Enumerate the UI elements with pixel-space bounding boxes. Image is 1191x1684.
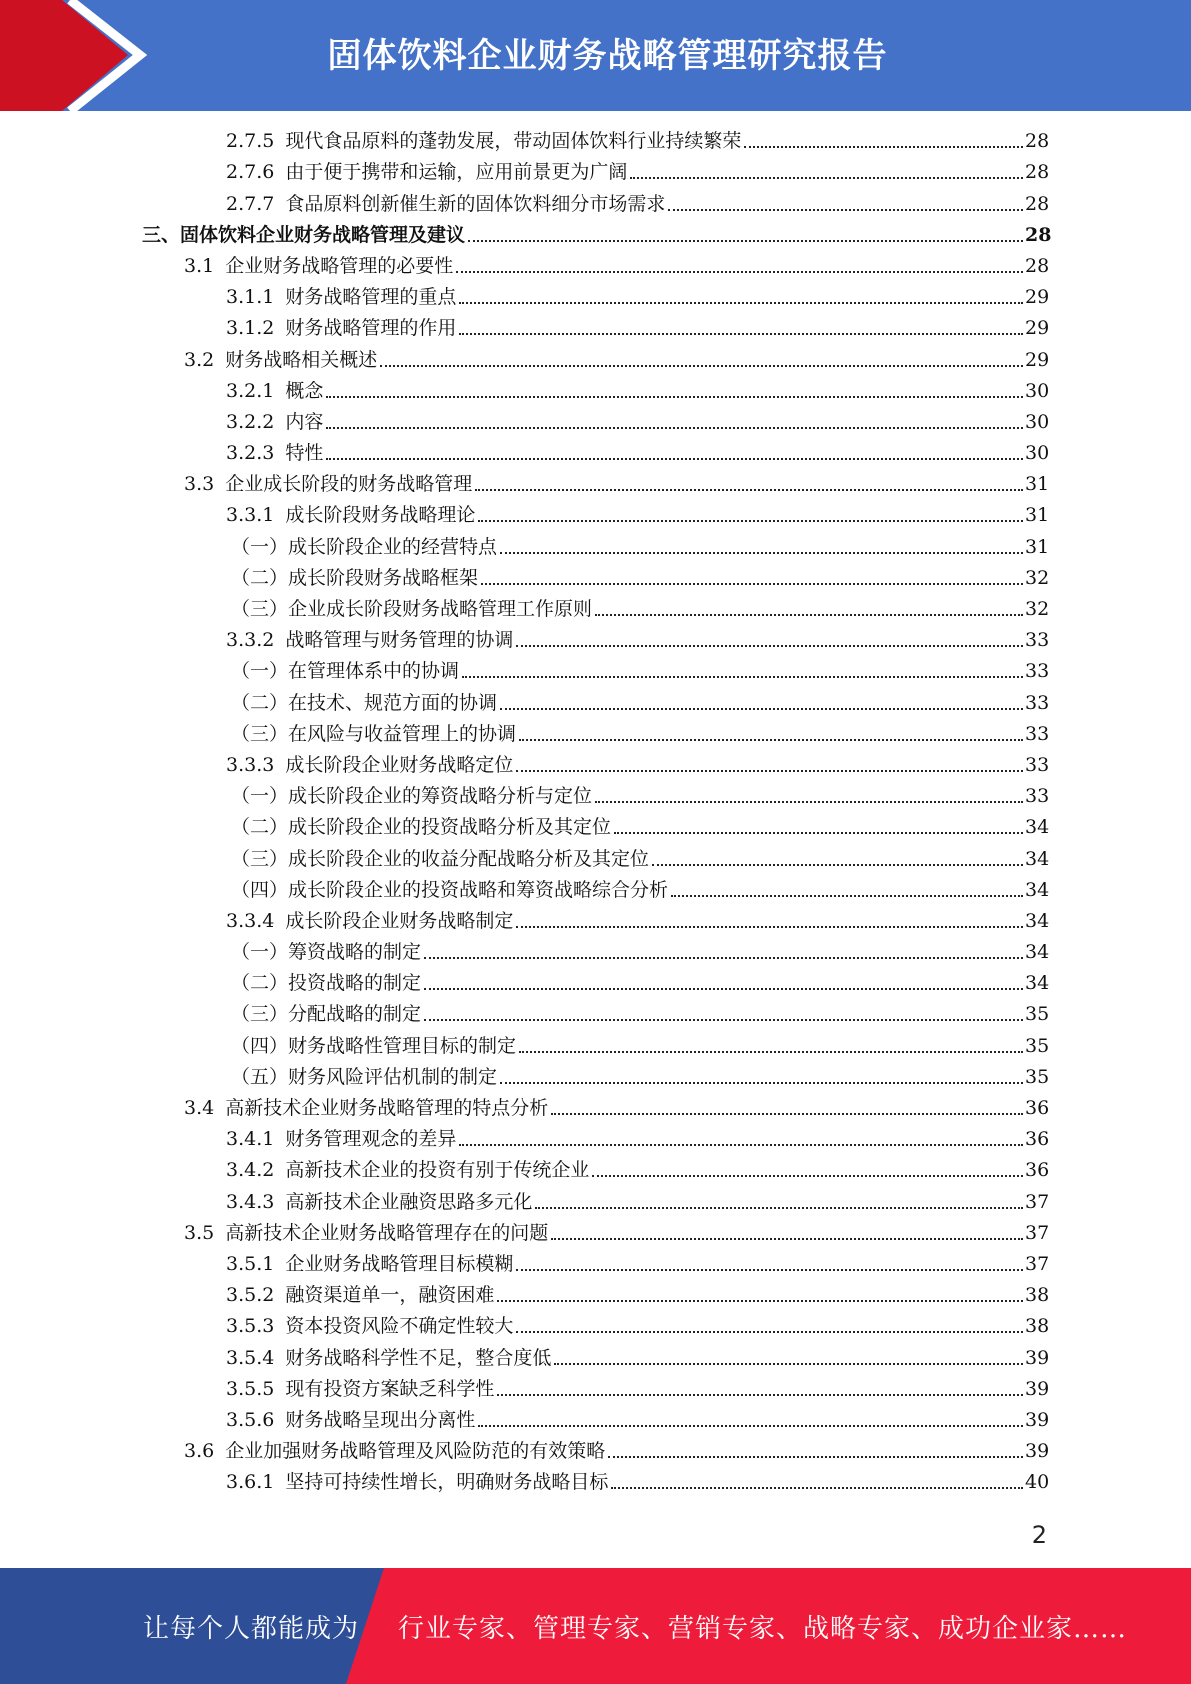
toc-dot-leader	[516, 645, 1023, 647]
toc-page-number: 28	[1025, 223, 1052, 246]
toc-entry[interactable]	[0, 564, 1191, 595]
toc-dot-leader	[516, 1331, 1023, 1333]
toc-section-title: 概念	[285, 379, 324, 402]
toc-section-number: 3.2.1	[226, 379, 275, 402]
toc-dot-leader	[481, 583, 1023, 585]
toc-entry[interactable]	[0, 688, 1191, 719]
toc-dot-leader	[516, 770, 1023, 772]
toc-entry[interactable]	[0, 1406, 1191, 1437]
toc-entry-label	[226, 1159, 589, 1181]
toc-page-number: 34	[1025, 847, 1050, 870]
toc-section-title: （三）在风险与收益管理上的协调	[231, 722, 517, 745]
toc-section-number: 2.7.5	[226, 130, 275, 153]
toc-page-number: 35	[1025, 1034, 1050, 1057]
page-header	[0, 0, 1191, 111]
toc-page-number: 33	[1025, 785, 1050, 808]
toc-section-title: （一）筹资战略的制定	[231, 941, 422, 964]
toc-page-number: 34	[1025, 972, 1050, 995]
toc-entry-label	[226, 1378, 494, 1400]
toc-page-number: 37	[1025, 1221, 1050, 1244]
toc-entry-label	[231, 536, 497, 558]
toc-dot-leader	[456, 271, 1023, 273]
toc-entry-label	[184, 1097, 548, 1119]
toc-section-title: 企业加强财务战略管理及风险防范的有效策略	[225, 1440, 606, 1463]
toc-section-number: 3.4.1	[226, 1128, 275, 1151]
toc-section-number: 3.3.3	[226, 753, 275, 776]
toc-entry[interactable]	[0, 501, 1191, 532]
toc-entry-label	[226, 504, 475, 526]
toc-dot-leader	[478, 1425, 1023, 1427]
toc-entry-label	[184, 255, 453, 277]
toc-dot-leader	[478, 520, 1023, 522]
toc-dot-leader	[424, 957, 1023, 959]
toc-section-title: 财务战略相关概述	[225, 348, 378, 371]
toc-section-title: 成长阶段企业财务战略制定	[285, 909, 514, 932]
toc-page-number: 33	[1025, 629, 1050, 652]
toc-section-title: 融资渠道单一，融资困难	[285, 1284, 495, 1307]
toc-dot-leader	[497, 1300, 1023, 1302]
toc-page-number: 33	[1025, 722, 1050, 745]
toc-page-number: 39	[1025, 1408, 1050, 1431]
toc-dot-leader	[551, 1113, 1023, 1115]
toc-page-number: 38	[1025, 1315, 1050, 1338]
toc-section-title: 高新技术企业的投资有别于传统企业	[285, 1159, 590, 1182]
toc-section-title: （一）成长阶段企业的经营特点	[231, 535, 498, 558]
toc-section-number: 3.3.2	[226, 629, 275, 652]
toc-page-number: 34	[1025, 878, 1050, 901]
toc-page-number: 39	[1025, 1377, 1050, 1400]
toc-entry[interactable]	[0, 657, 1191, 688]
toc-dot-leader	[551, 1238, 1023, 1240]
toc-section-title: 特性	[285, 442, 324, 465]
toc-dot-leader	[424, 988, 1023, 990]
toc-entry[interactable]	[0, 189, 1191, 220]
toc-entry-label	[226, 1315, 513, 1337]
toc-entry-label	[231, 723, 516, 745]
toc-dot-leader	[468, 240, 1023, 242]
toc-entry[interactable]	[0, 1031, 1191, 1062]
toc-page-number: 33	[1025, 691, 1050, 714]
toc-entry[interactable]	[0, 595, 1191, 626]
toc-dot-leader	[424, 1019, 1023, 1021]
toc-page-number: 31	[1025, 535, 1050, 558]
toc-entry-label	[226, 380, 323, 402]
toc-section-number: 3.2.2	[226, 410, 275, 433]
toc-entry-label	[226, 161, 627, 183]
toc-dot-leader	[516, 1269, 1023, 1271]
toc-dot-leader	[595, 614, 1023, 616]
toc-page-number: 33	[1025, 660, 1050, 683]
toc-page-number: 39	[1025, 1440, 1050, 1463]
toc-section-title: 财务战略呈现出分离性	[285, 1408, 476, 1431]
toc-section-number: 3.1.1	[226, 286, 275, 309]
toc-entry[interactable]	[0, 626, 1191, 657]
toc-dot-leader	[535, 1207, 1023, 1209]
toc-dot-leader	[497, 1394, 1023, 1396]
toc-entry[interactable]	[0, 1375, 1191, 1406]
toc-section-number: 3.5.6	[226, 1408, 275, 1431]
toc-dot-leader	[554, 1363, 1023, 1365]
toc-dot-leader	[326, 427, 1023, 429]
toc-section-title: 成长阶段财务战略理论	[285, 504, 476, 527]
toc-dot-leader	[500, 552, 1023, 554]
toc-page-number: 28	[1025, 192, 1050, 215]
toc-page-number: 28	[1025, 254, 1050, 277]
toc-page-number: 30	[1025, 379, 1050, 402]
toc-entry-label	[226, 1471, 608, 1493]
toc-section-number: 3.5.3	[226, 1315, 275, 1338]
toc-page-number: 37	[1025, 1252, 1050, 1275]
toc-dot-leader	[326, 396, 1023, 398]
toc-entry[interactable]	[0, 969, 1191, 1000]
toc-page-number: 36	[1025, 1097, 1050, 1119]
toc-dot-leader	[630, 177, 1023, 179]
toc-dot-leader	[519, 1051, 1023, 1053]
toc-section-title: 现代食品原料的蓬勃发展，带动固体饮料行业持续繁荣	[285, 130, 742, 153]
toc-entry-label	[226, 317, 456, 339]
toc-dot-leader	[500, 708, 1023, 710]
toc-page-number: 36	[1025, 1159, 1050, 1182]
toc-dot-leader	[592, 1175, 1023, 1177]
toc-section-title: （三）企业成长阶段财务战略管理工作原则	[231, 598, 593, 620]
toc-dot-leader	[459, 302, 1023, 304]
toc-entry[interactable]	[0, 314, 1191, 345]
toc-entry-label	[184, 473, 472, 495]
toc-dot-leader	[519, 739, 1023, 741]
toc-entry[interactable]	[0, 345, 1191, 376]
toc-entry-label	[226, 629, 513, 651]
toc-section-title: 战略管理与财务管理的协调	[285, 629, 514, 652]
toc-entry[interactable]	[0, 844, 1191, 875]
toc-section-title: 财务战略管理的作用	[285, 317, 457, 340]
toc-section-title: （三）成长阶段企业的收益分配战略分析及其定位	[231, 847, 650, 870]
toc-dot-leader	[611, 1487, 1023, 1489]
toc-page-number: 30	[1025, 410, 1050, 433]
toc-section-title: 财务管理观念的差异	[285, 1128, 457, 1151]
toc-entry-label	[226, 754, 513, 776]
toc-page-number: 34	[1025, 816, 1050, 839]
toc-entry[interactable]	[0, 1094, 1191, 1125]
toc-section-title: 食品原料创新催生新的固体饮料细分市场需求	[285, 192, 666, 215]
toc-section-number: 2.7.7	[226, 192, 275, 215]
toc-entry-label	[231, 785, 592, 807]
toc-section-title: 企业财务战略管理目标模糊	[285, 1252, 514, 1275]
toc-page-number: 29	[1025, 286, 1050, 309]
toc-section-title: 企业财务战略管理的必要性	[225, 254, 454, 277]
toc-entry[interactable]	[0, 1437, 1191, 1468]
toc-dot-leader	[459, 333, 1023, 335]
toc-section-title: 高新技术企业财务战略管理的特点分析	[225, 1097, 549, 1119]
toc-section-title: （二）投资战略的制定	[231, 972, 422, 995]
toc-page-number: 35	[1025, 1065, 1050, 1088]
toc-section-title: 由于便于携带和运输，应用前景更为广阔	[285, 161, 628, 184]
toc-entry[interactable]	[0, 813, 1191, 844]
toc-page-number: 32	[1025, 566, 1050, 589]
toc-page-number: 30	[1025, 442, 1050, 465]
toc-page-number: 29	[1025, 348, 1050, 371]
toc-entry-label	[226, 193, 665, 215]
toc-dot-leader	[462, 676, 1023, 678]
report-title: 固体饮料企业财务战略管理研究报告	[327, 36, 888, 76]
toc-section-number: 2.7.6	[226, 161, 275, 184]
toc-section-title: （一）在管理体系中的协调	[231, 660, 460, 683]
toc-entry-label	[226, 1191, 532, 1213]
toc-section-number: 3.6	[184, 1440, 215, 1463]
toc-page-number: 38	[1025, 1284, 1050, 1307]
toc-entry[interactable]	[0, 221, 1191, 252]
toc-section-number: 3.1.2	[226, 317, 275, 340]
toc-entry[interactable]	[0, 439, 1191, 470]
toc-section-title: 坚持可持续性增长，明确财务战略目标	[285, 1471, 609, 1494]
page-footer	[0, 1568, 1191, 1684]
toc-section-title: （二）在技术、规范方面的协调	[231, 691, 498, 714]
toc-page-number: 34	[1025, 909, 1050, 932]
toc-entry-label	[231, 816, 611, 838]
toc-section-number: 3.1	[184, 254, 215, 277]
toc-section-title: （五）财务风险评估机制的制定	[231, 1065, 498, 1088]
footer-slogan-roles: 行业专家、管理专家、营销专家、战略专家、成功企业家……	[398, 1614, 1128, 1644]
toc-dot-leader	[380, 365, 1023, 367]
toc-section-title: 三、固体饮料企业财务战略管理及建议	[142, 223, 466, 246]
toc-entry-label	[142, 224, 465, 246]
toc-dot-leader	[459, 1144, 1023, 1146]
footer-slogan-lead: 让每个人都能成为	[143, 1614, 360, 1644]
toc-entry[interactable]	[0, 1125, 1191, 1156]
toc-entry[interactable]	[0, 1343, 1191, 1374]
page-number: 2	[1031, 1521, 1047, 1549]
toc-entry-label	[184, 349, 377, 371]
toc-section-number: 3.5.1	[226, 1252, 275, 1275]
toc-section-title: （三）分配战略的制定	[231, 1003, 422, 1026]
toc-dot-leader	[608, 1456, 1023, 1458]
toc-section-number: 3.3.4	[226, 909, 275, 932]
toc-section-title: 成长阶段企业财务战略定位	[285, 753, 514, 776]
toc-entry[interactable]	[0, 127, 1191, 158]
toc-entry-label	[226, 1128, 456, 1150]
toc-section-title: 企业成长阶段的财务战略管理	[225, 473, 473, 496]
toc-section-title: （二）成长阶段企业的投资战略分析及其定位	[231, 816, 612, 839]
toc-entry-label	[226, 411, 323, 433]
toc-page-number: 28	[1025, 130, 1050, 153]
toc-dot-leader	[475, 489, 1023, 491]
toc-entry-label	[231, 1035, 516, 1057]
toc-entry[interactable]	[0, 158, 1191, 189]
toc-entry[interactable]	[0, 252, 1191, 283]
toc-page-number: 36	[1025, 1128, 1050, 1151]
toc-page-number: 31	[1025, 504, 1050, 527]
toc-entry[interactable]	[0, 1219, 1191, 1250]
toc-entry[interactable]	[0, 720, 1191, 751]
toc-section-number: 3.5.2	[226, 1284, 275, 1307]
toc-page-number: 37	[1025, 1190, 1050, 1213]
toc-dot-leader	[671, 895, 1023, 897]
toc-section-number: 3.5.4	[226, 1346, 275, 1369]
toc-section-number: 3.3.1	[226, 504, 275, 527]
toc-section-title: 内容	[285, 410, 324, 433]
toc-section-title: 现有投资方案缺乏科学性	[285, 1377, 495, 1400]
toc-dot-leader	[516, 926, 1023, 928]
toc-section-number: 3.2.3	[226, 442, 275, 465]
toc-dot-leader	[614, 832, 1023, 834]
toc-dot-leader	[668, 209, 1023, 211]
toc-entry[interactable]	[0, 782, 1191, 813]
toc-section-title: 高新技术企业财务战略管理存在的问题	[225, 1221, 549, 1244]
toc-section-number: 3.4.2	[226, 1159, 275, 1182]
toc-entry-label	[231, 1003, 421, 1025]
toc-dot-leader	[595, 801, 1023, 803]
toc-entry-label	[231, 660, 459, 682]
toc-section-title: （二）成长阶段财务战略框架	[231, 566, 479, 589]
toc-entry-label	[226, 1284, 494, 1306]
toc-page-number: 31	[1025, 473, 1050, 496]
toc-dot-leader	[744, 146, 1023, 148]
toc-entry[interactable]	[0, 1281, 1191, 1312]
toc-entry-label	[231, 848, 649, 870]
toc-section-title: 资本投资风险不确定性较大	[285, 1315, 514, 1338]
toc-entry[interactable]	[0, 876, 1191, 907]
toc-entry-label	[231, 692, 497, 714]
toc-section-title: 财务战略管理的重点	[285, 286, 457, 309]
toc-page-number: 34	[1025, 941, 1050, 964]
toc-dot-leader	[500, 1082, 1023, 1084]
table-of-contents	[0, 127, 1191, 1499]
toc-entry[interactable]	[0, 283, 1191, 314]
toc-entry[interactable]	[0, 938, 1191, 969]
toc-entry-label	[226, 910, 513, 932]
toc-entry[interactable]	[0, 1187, 1191, 1218]
toc-section-number: 3.5.5	[226, 1377, 275, 1400]
toc-entry-label	[184, 1440, 605, 1462]
toc-section-title: 财务战略科学性不足，整合度低	[285, 1346, 552, 1369]
toc-entry[interactable]	[0, 1156, 1191, 1187]
toc-page-number: 32	[1025, 598, 1050, 620]
toc-entry-label	[226, 1409, 475, 1431]
toc-section-number: 3.5	[184, 1221, 215, 1244]
toc-entry[interactable]	[0, 1063, 1191, 1094]
toc-entry-label	[226, 130, 741, 152]
toc-section-title: （四）财务战略性管理目标的制定	[231, 1034, 517, 1057]
toc-entry[interactable]	[0, 377, 1191, 408]
toc-entry-label	[231, 879, 668, 901]
toc-page-number: 35	[1025, 1003, 1050, 1026]
toc-section-title: （一）成长阶段企业的筹资战略分析与定位	[231, 785, 593, 808]
toc-entry-label	[231, 1066, 497, 1088]
toc-entry-label	[184, 1222, 548, 1244]
toc-entry-label	[226, 442, 323, 464]
toc-entry-label	[231, 598, 592, 620]
toc-section-number: 3.6.1	[226, 1471, 275, 1494]
toc-section-title: （四）成长阶段企业的投资战略和筹资战略综合分析	[231, 878, 669, 901]
toc-entry[interactable]	[0, 532, 1191, 563]
toc-entry-label	[231, 941, 421, 963]
toc-section-number: 3.4	[184, 1097, 215, 1119]
toc-entry-label	[226, 286, 456, 308]
toc-section-title: 高新技术企业融资思路多元化	[285, 1190, 533, 1213]
toc-dot-leader	[652, 864, 1023, 866]
toc-dot-leader	[326, 458, 1023, 460]
toc-entry-label	[226, 1347, 551, 1369]
toc-page-number: 28	[1025, 161, 1050, 184]
toc-entry[interactable]	[0, 1000, 1191, 1031]
toc-entry[interactable]	[0, 751, 1191, 782]
toc-entry[interactable]	[0, 1312, 1191, 1343]
toc-page-number: 33	[1025, 753, 1050, 776]
toc-entry[interactable]	[0, 1250, 1191, 1281]
toc-section-number: 3.4.3	[226, 1190, 275, 1213]
toc-entry-label	[231, 972, 421, 994]
toc-page-number: 39	[1025, 1346, 1050, 1369]
toc-page-number: 29	[1025, 317, 1050, 340]
toc-entry[interactable]	[0, 907, 1191, 938]
toc-section-number: 3.3	[184, 473, 215, 496]
toc-entry[interactable]	[0, 1468, 1191, 1499]
toc-entry[interactable]	[0, 408, 1191, 439]
toc-entry-label	[226, 1253, 513, 1275]
toc-entry-label	[231, 567, 478, 589]
toc-section-number: 3.2	[184, 348, 215, 371]
toc-page-number: 40	[1025, 1471, 1050, 1494]
toc-entry[interactable]	[0, 470, 1191, 501]
